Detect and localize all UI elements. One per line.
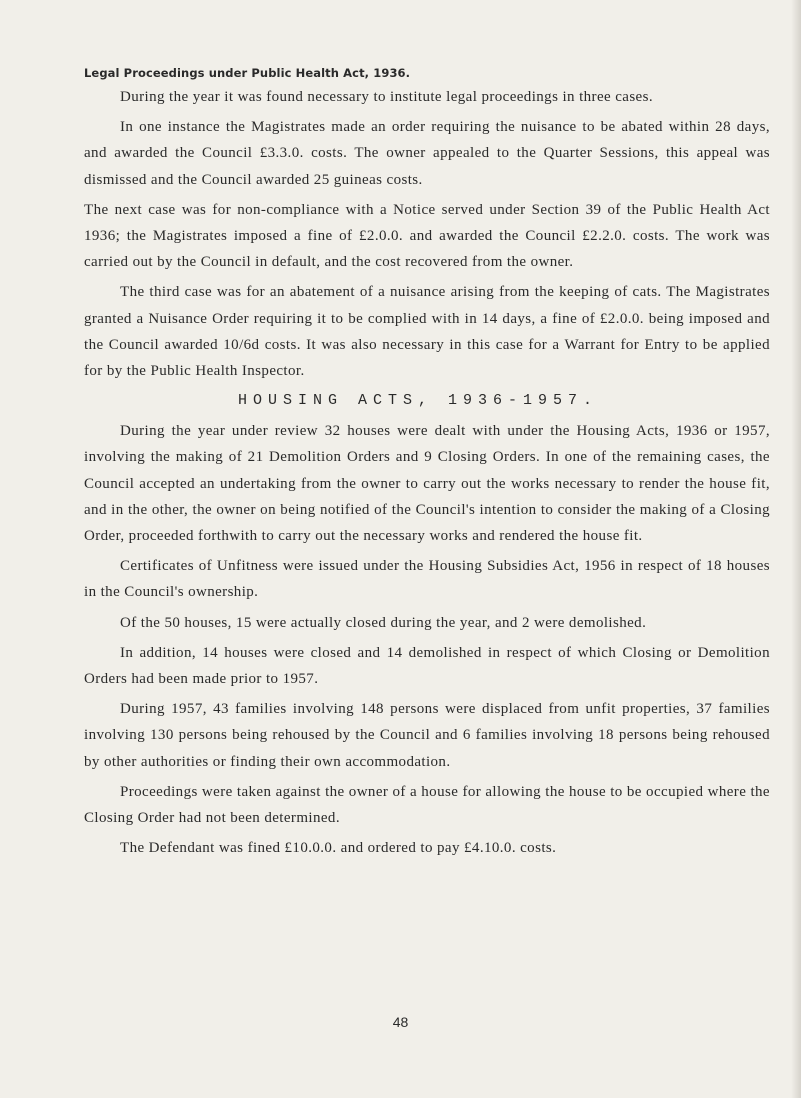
page-number: 48: [392, 1014, 409, 1030]
paragraph: During 1957, 43 families involving 148 persons were displaced from unfit properties, 37 families involving 130 persons being rehoused by the Council and 6 families involving 18 persons being rehoused by other authorities or finding their own accommodation.: [84, 701, 770, 770]
document-page: [84, 60, 770, 865]
paragraph: During the year it was found necessary to institute legal proceedings in three cases.: [120, 89, 654, 105]
paragraph: In addition, 14 houses were closed and 14 demolished in respect of which Closing or Demolition Orders had been made prior to 1957.: [84, 644, 770, 688]
paragraph: Of the 50 houses, 15 were actually closed during the year, and 2 were demolished.: [120, 614, 647, 631]
legal-proceedings-heading: Legal Proceedings under Public Health Act, 1936.: [84, 66, 411, 80]
paragraph: In one instance the Magistrates made an order requiring the nuisance to be abated within 28 days, and awarded the Council £3.3.0. costs. The owner appealed to the Quarter Sessions, this appeal was dismissed and the Council awarded 25 guineas costs.: [84, 119, 770, 188]
housing-acts-title: HOUSING ACTS, 1936-1957.: [238, 392, 599, 410]
paragraph: The next case was for non-compliance with a Notice served under Section 39 of the Public Health Act 1936; the Magistrates imposed a fine of £2.0.0. and awarded the Council £2.2.0. costs. The work was carried out by the Council in default, and the cost recovered from the owner.: [84, 201, 770, 271]
paragraph: The Defendant was fined £10.0.0. and ordered to pay £4.10.0. costs.: [120, 840, 557, 857]
paragraph: Proceedings were taken against the owner of a house for allowing the house to be occupied where the Closing Order had not been determined.: [84, 783, 770, 827]
paragraph: The third case was for an abatement of a nuisance arising from the keeping of cats. The Magistrates granted a Nuisance Order requiring it to be complied with in 14 days, a fine of £2.0.0. being imposed and the Council awarded 10/6d costs. It was also necessary in this case for a Warrant for Entry to be applied for by the Public Health Inspector.: [84, 284, 770, 380]
paragraph: During the year under review 32 houses were dealt with under the Housing Acts, 1936 or 1957, involving the making of 21 Demolition Orders and 9 Closing Orders. In one of the remaining cases, the Council accepted an undertaking from the owner to carry out the works necessary to render the house fit, and in the other, the owner on being notified of the Council's intention to consider the making of a Closing Order, proceeded forthwith to carry out the necessary works and rendered the house fit.: [84, 423, 770, 545]
paragraph: Certificates of Unfitness were issued under the Housing Subsidies Act, 1956 in respect of 18 houses in the Council's ownership.: [84, 558, 770, 601]
page-edge-shadow: [791, 0, 801, 1098]
